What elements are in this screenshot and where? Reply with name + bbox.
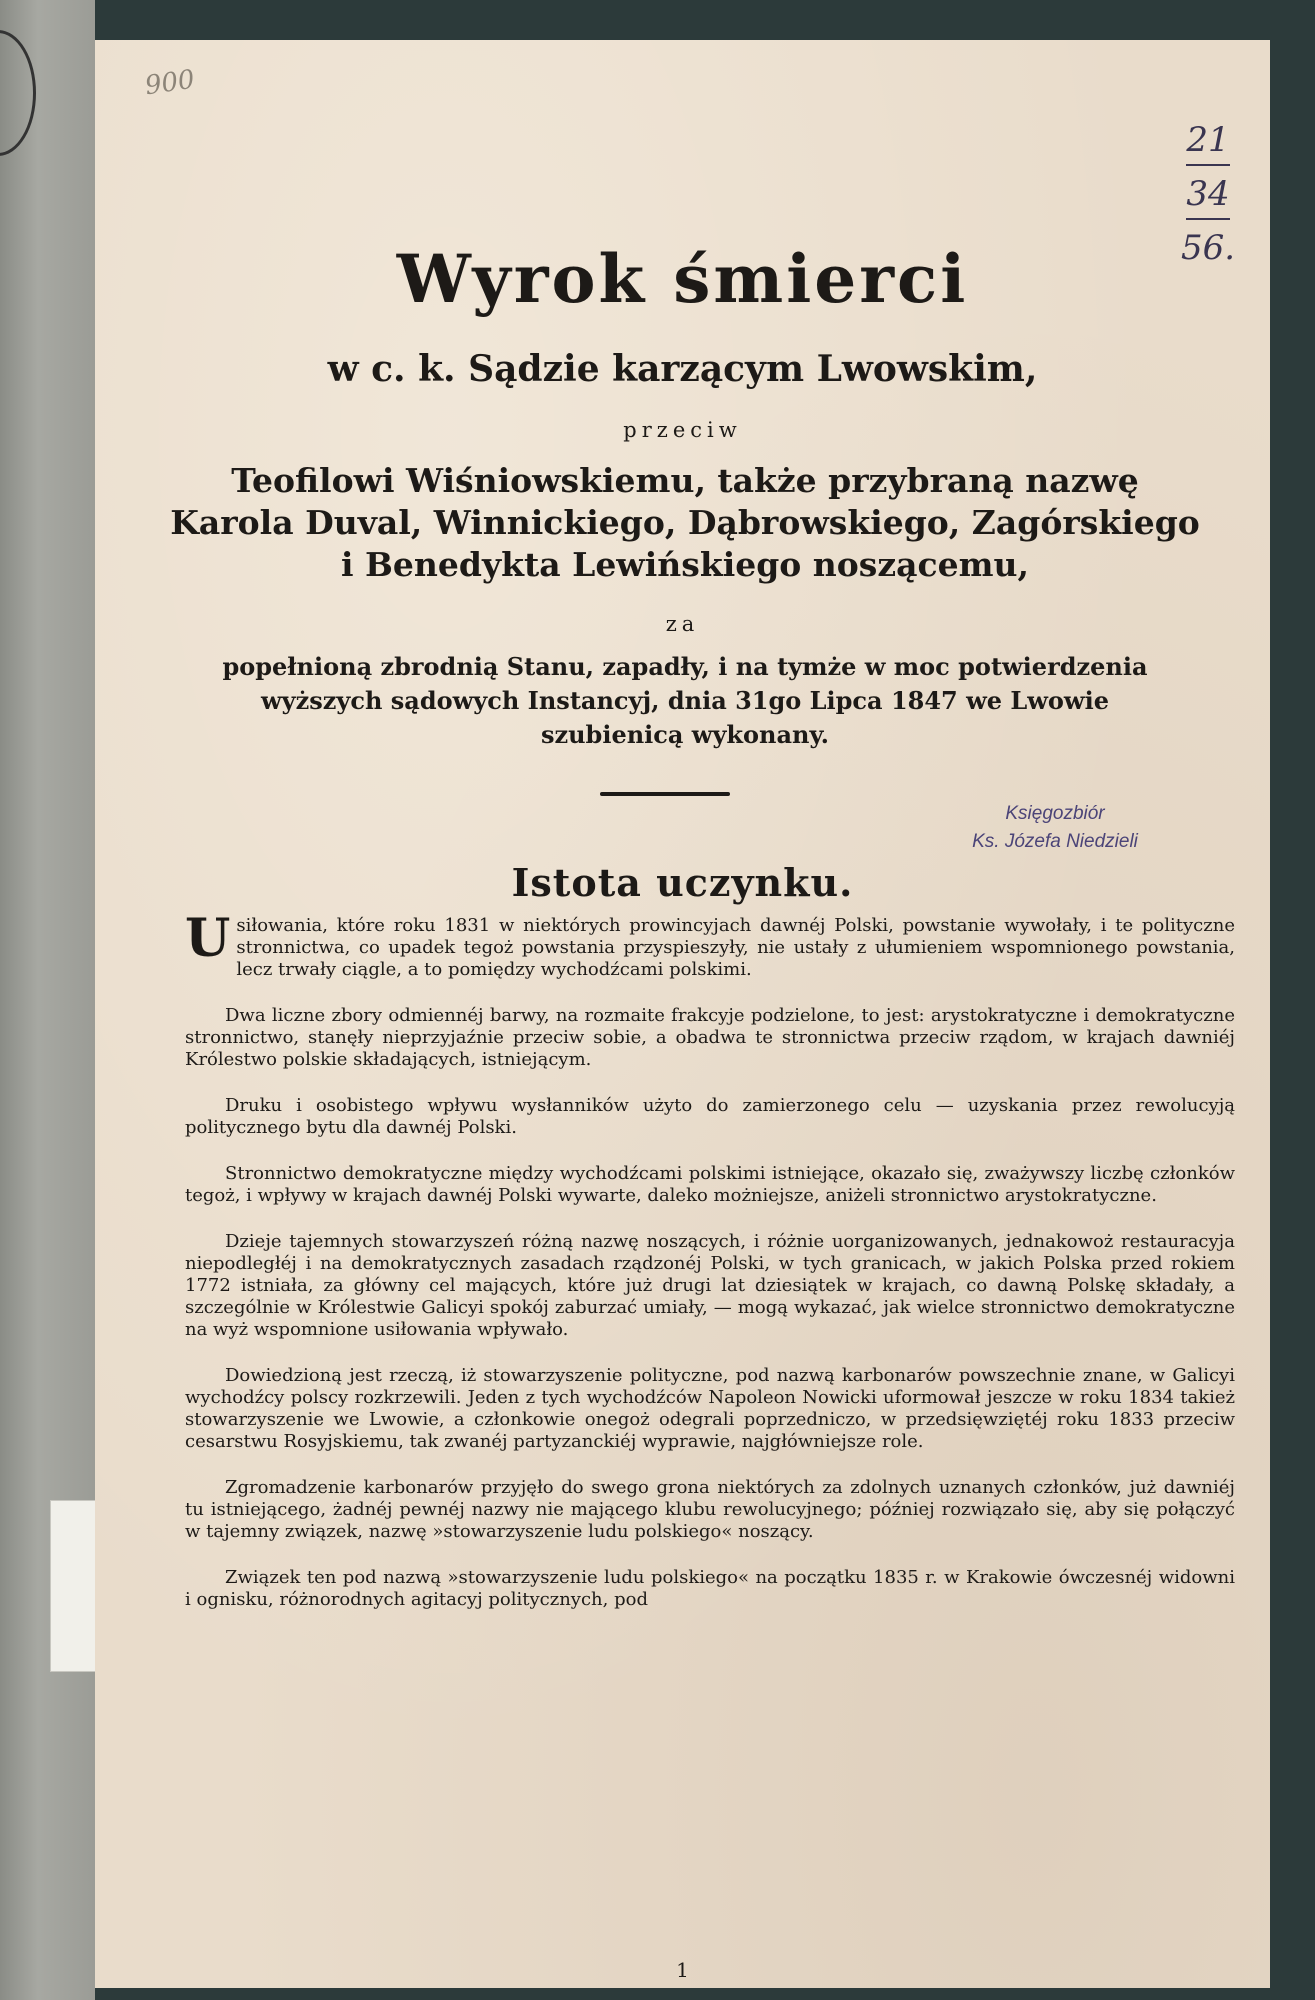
paragraph: Druku i osobistego wpływu wysłanników użyto do zamierzonego celu — uzyskania przez rewolucyją politycznego bytu dla dawnéj Polski.: [185, 1095, 1235, 1138]
shelfmark-divider: [1186, 218, 1230, 224]
paragraph: Dwa liczne zbory odmiennéj barwy, na rozmaite frakcyje podzielone, to jest: arystokratyczne i demokratyczne stronnictwo, stanęły nieprzyjaźnie przeciw sobie, a obadwa te stronnictwa przeciw rządom, w krajach dawniéj Królestwo polskie składających, istniejącym.: [185, 1005, 1235, 1070]
paragraph: Stronnictwo demokratyczne między wychodźcami polskimi istniejące, okazało się, zważywszy liczbę członków tegoż, i wpływy w krajach dawnéj Polski wywarte, daleko możniejsze, aniżeli stronnictwo arystokratyczne.: [185, 1163, 1235, 1206]
document-page: [95, 40, 1270, 1988]
for-word: za: [665, 612, 700, 636]
paragraph-text: siłowania, które roku 1831 w niektórych prowincyjach dawnéj Polski, powstanie wywołały, i te polityczne stronnictwa, co upadek tegoż powstania przyspieszyły, nie ustały z ułumieniem wspomnionego powstania, lecz trwały ciągle, a to pomiędzy wychodźcami polskimi.: [236, 915, 1235, 980]
binding-mark-icon: [0, 30, 36, 156]
section-title: Istota uczynku.: [511, 860, 854, 905]
shelfmark-divider: [1186, 164, 1230, 170]
left-binding-board: [0, 0, 95, 2000]
crime-line: wyższych sądowych Instancyj, dnia 31go Lipca 1847 we Lwowie: [261, 686, 1109, 715]
shelfmark-line-1: 21: [1186, 120, 1230, 160]
paragraph: Związek ten pod nazwą »stowarzyszenie ludu polskiego« na początku 1835 r. w Krakowie ówczesnéj widowni i ognisku, różnorodnych agitacyj politycznych, pod: [185, 1567, 1235, 1610]
crime-block: [155, 650, 1215, 752]
pencil-note: 900: [143, 64, 197, 102]
drop-cap: U: [185, 908, 231, 969]
defendant-line: i Benedykta Lewińskiego noszącemu,: [340, 545, 1029, 584]
paragraph: Zgromadzenie karbonarów przyjęło do swego grona niektórych za zdolnych uznanych członków, już dawniéj tu istniejącego, żadnéj pewnéj nazwy nie mającego klubu rewolucyjnego; później rozwiązało się, aby się połączyć w tajemny związek, nazwę »stowarzyszenie ludu polskiego« noszący.: [185, 1477, 1235, 1542]
defendant-block: [155, 460, 1215, 586]
paragraph: Dowiedzioną jest rzeczą, iż stowarzyszenie polityczne, pod nazwą karbonarów powszechnie znane, w Galicyi wychodźcy polscy rozkrzewili. Jeden z tych wychodźców Napoleon Nowicki uformował jeszcze w roku 1834 takież stowarzyszenie we Lwowie, a członkowie onegoż odegrali poprzedniczo, w przedsięwziętéj roku 1833 przeciw cesarstwu Rosyjskiemu, tak zwanéj partyzanckiéj wyprawie, najgłówniejsze role.: [185, 1365, 1235, 1452]
defendant-line: Teofilowi Wiśniowskiemu, także przybraną nazwę: [231, 461, 1139, 500]
against-word: przeciw: [623, 418, 742, 442]
library-stamp: [905, 800, 1205, 856]
stamp-line: Ks. Józefa Niedzieli: [972, 831, 1138, 852]
shelfmark-line-2: 34: [1186, 174, 1230, 214]
stamp-line: Księgozbiór: [1005, 803, 1105, 824]
crime-line: szubienicą wykonany.: [540, 720, 830, 749]
decorative-rule: [600, 792, 730, 796]
defendant-line: Karola Duval, Winnickiego, Dąbrowskiego, Zagórskiego: [170, 503, 1200, 542]
crime-line: popełnioną zbrodnią Stanu, zapadły, i na tymże w moc potwierdzenia: [222, 652, 1148, 681]
shelfmark-line-3: 56.: [1180, 228, 1236, 268]
body-text: [185, 908, 1235, 1635]
court-name: w c. k. Sądzie karzącym Lwowskim,: [327, 348, 1038, 390]
page-number: 1: [676, 1958, 689, 1982]
paragraph: Dzieje tajemnych stowarzyszeń różną nazwę noszących, i różnie uorganizowanych, jednakowoż restauracyja niepodległéj i na demokratycznych zasadach rządzonéj Polski, w tych granicach, w jakich Polska przed rokiem 1772 istniała, za główny cel mających, które już drugi lat dziesiątek w krajach, co dawną Polskę składały, a szczególnie w Królestwie Galicyi spokój zaburzać umiały, — mogą wykazać, jak wielce stronnictwo demokratyczne na wyż wspomnione usiłowania wpływało.: [185, 1231, 1235, 1340]
document-title: Wyrok śmierci: [396, 240, 969, 318]
paragraph: [185, 908, 1235, 981]
